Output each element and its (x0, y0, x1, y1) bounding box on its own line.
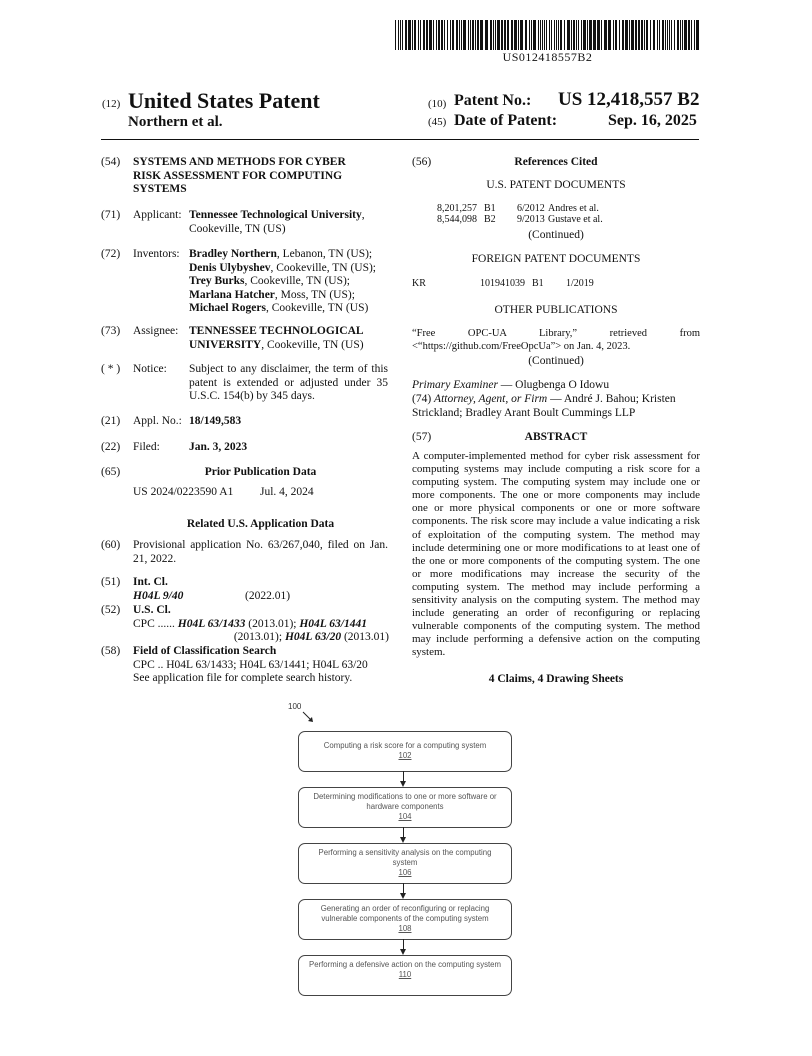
flowchart-step: Generating an order of reconfiguring or replacing vulnerable components of the computing system 108 (298, 899, 512, 940)
appl-label: Appl. No.: (133, 415, 182, 427)
inventor: Bradley Northern, Lebanon, TN (US); (189, 248, 373, 260)
barcode-number: US012418557B2 (502, 50, 593, 64)
flowchart-step: Computing a risk score for a computing system 102 (298, 731, 512, 772)
other-pubs-heading: OTHER PUBLICATIONS (494, 304, 618, 316)
header-code-12: (12) (102, 98, 121, 110)
us-doc-row: 8,201,257 B1 6/2012 Andres et al. (437, 203, 599, 214)
header-code-10: (10) (428, 98, 447, 110)
patent-number: US 12,418,557 B2 (558, 89, 700, 110)
flowchart-step: Performing a sensitivity analysis on the computing system 106 (298, 843, 512, 884)
us-doc-row: 8,544,098 B2 9/2013 Gustave et al. (437, 214, 603, 225)
provisional-code: (60) (101, 539, 121, 551)
inventors-code: (72) (101, 248, 121, 260)
intcl-year: (2022.01) (245, 590, 291, 602)
assignee-label: Assignee: (133, 325, 179, 337)
abstract-heading: ABSTRACT (524, 431, 588, 443)
flow-arrow (403, 827, 404, 837)
intcl-class: H04L 9/40 (133, 590, 184, 602)
patent-number-label: Patent No.: (454, 92, 532, 109)
notice-text: Subject to any disclaimer, the term of this patent is extended or adjusted under 35 U.S.C. 154(b) by 345 days. (189, 363, 388, 402)
uscl-label: U.S. Cl. (133, 604, 171, 616)
header-divider (101, 139, 699, 140)
us-docs-heading: U.S. PATENT DOCUMENTS (486, 179, 626, 191)
appl-number: 18/149,583 (189, 415, 242, 427)
flowchart-step: Performing a defensive action on the computing system 110 (298, 955, 512, 996)
prior-pub-date: Jul. 4, 2024 (260, 486, 314, 498)
foreign-docs-heading: FOREIGN PATENT DOCUMENTS (471, 253, 641, 265)
barcode (395, 20, 700, 50)
inventor: Denis Ulybyshev, Cookeville, TN (US); (189, 261, 377, 274)
prior-pub-heading: Prior Publication Data (204, 466, 317, 478)
primary-examiner: Primary Examiner — Olugbenga O Idowu (412, 379, 610, 391)
refs-heading: References Cited (514, 156, 598, 168)
flow-arrow (403, 883, 404, 893)
applicant (189, 209, 389, 236)
inventor: Marlana Hatcher, Moss, TN (US); (189, 288, 355, 301)
related-app-heading: Related U.S. Application Data (186, 518, 335, 530)
applicant-name: Tennessee Technological University (189, 209, 362, 221)
assignee-name: TENNESSEE TECHNOLOGICAL UNIVERSITY (189, 325, 363, 351)
uscl-cpc-line-1: CPC ...... H04L 63/1433 (2013.01); H04L 63/1441 (133, 618, 367, 630)
other-publication: “Free OPC-UA Library,” retrieved from <“https://github.com/FreeOpcUa”> on Jan. 4, 2023. (412, 328, 700, 352)
ref-arrow-icon (300, 710, 316, 724)
field-see: See application file for complete search history. (133, 672, 353, 684)
appl-code: (21) (101, 415, 121, 427)
notice-label: Notice: (133, 363, 167, 375)
continued-label: (Continued) (528, 355, 584, 367)
inventor: Trey Burks, Cookeville, TN (US); (189, 275, 351, 287)
inventor: Michael Rogers, Cookeville, TN (US) (189, 302, 369, 314)
abstract-text: A computer-implemented method for cyber risk assessment for computing systems may include computing a risk score for a computing system. The computing system may include one or more components. The one or more components may include one or more physical components or one or more software components. The risk score may include a value indicating a risk of exploitation of the computing system. The method may include determining one or more modifications to at least one of the one or more components of the computing system. The one or more modifications may increase the security of the computing system. The method may include performing a sensitivity analysis on the computing system. The method may include generating an order of reconfiguring or replacing vulnerable components of the computing system. The method may include performing a defensive action on the computing system. (412, 450, 700, 659)
uscl-cpc-line-2: (2013.01); H04L 63/20 (2013.01) (233, 631, 389, 643)
authors: Northern et al. (128, 114, 223, 130)
assignee (189, 325, 389, 352)
inventors-list (189, 248, 399, 316)
intcl-code: (51) (101, 576, 121, 588)
abstract-code: (57) (412, 431, 432, 443)
continued-label: (Continued) (528, 229, 584, 241)
uscl-code: (52) (101, 604, 121, 616)
flow-arrow (403, 939, 404, 949)
field-cpc: CPC .. H04L 63/1433; H04L 63/1441; H04L 63/20 (133, 659, 368, 671)
filed-code: (22) (101, 441, 121, 453)
prior-pub-code: (65) (101, 466, 121, 478)
applicant-label: Applicant: (133, 209, 182, 221)
assignee-code: (73) (101, 325, 121, 337)
title-code: (54) (101, 156, 121, 168)
flowchart-step: Determining modifications to one or more software or hardware components 104 (298, 787, 512, 828)
refs-code: (56) (412, 156, 432, 168)
attorney: (74) Attorney, Agent, or Firm — André J. Bahou; Kristen Strickland; Bradley Arant Boult Cummings LLP (412, 393, 676, 419)
filed-date: Jan. 3, 2023 (189, 441, 248, 453)
prior-pub-number: US 2024/0223590 A1 (133, 486, 234, 498)
intcl-label: Int. Cl. (133, 576, 168, 588)
invention-title: SYSTEMS AND METHODS FOR CYBER RISK ASSESSMENT FOR COMPUTING SYSTEMS (133, 156, 346, 195)
applicant-location: , Cookeville, TN (US) (189, 209, 365, 235)
applicant-code: (71) (101, 209, 121, 221)
patent-type-title: United States Patent (128, 88, 320, 113)
field-code: (58) (101, 645, 121, 657)
flowchart-ref-number: 100 (288, 702, 302, 711)
filed-label: Filed: (133, 441, 160, 453)
foreign-doc-row: KR 101941039 B1 1/2019 (412, 278, 594, 289)
flow-arrow (403, 771, 404, 781)
claims-summary: 4 Claims, 4 Drawing Sheets (488, 673, 624, 685)
date-of-patent: Sep. 16, 2025 (608, 112, 697, 129)
inventors-label: Inventors: (133, 248, 180, 260)
header-code-45: (45) (428, 116, 447, 128)
date-of-patent-label: Date of Patent: (454, 112, 558, 129)
assignee-location: , Cookeville, TN (US) (261, 338, 364, 351)
field-label: Field of Classification Search (133, 645, 277, 657)
notice-code: ( * ) (101, 363, 121, 375)
provisional-text: Provisional application No. 63/267,040, filed on Jan. 21, 2022. (133, 539, 388, 565)
